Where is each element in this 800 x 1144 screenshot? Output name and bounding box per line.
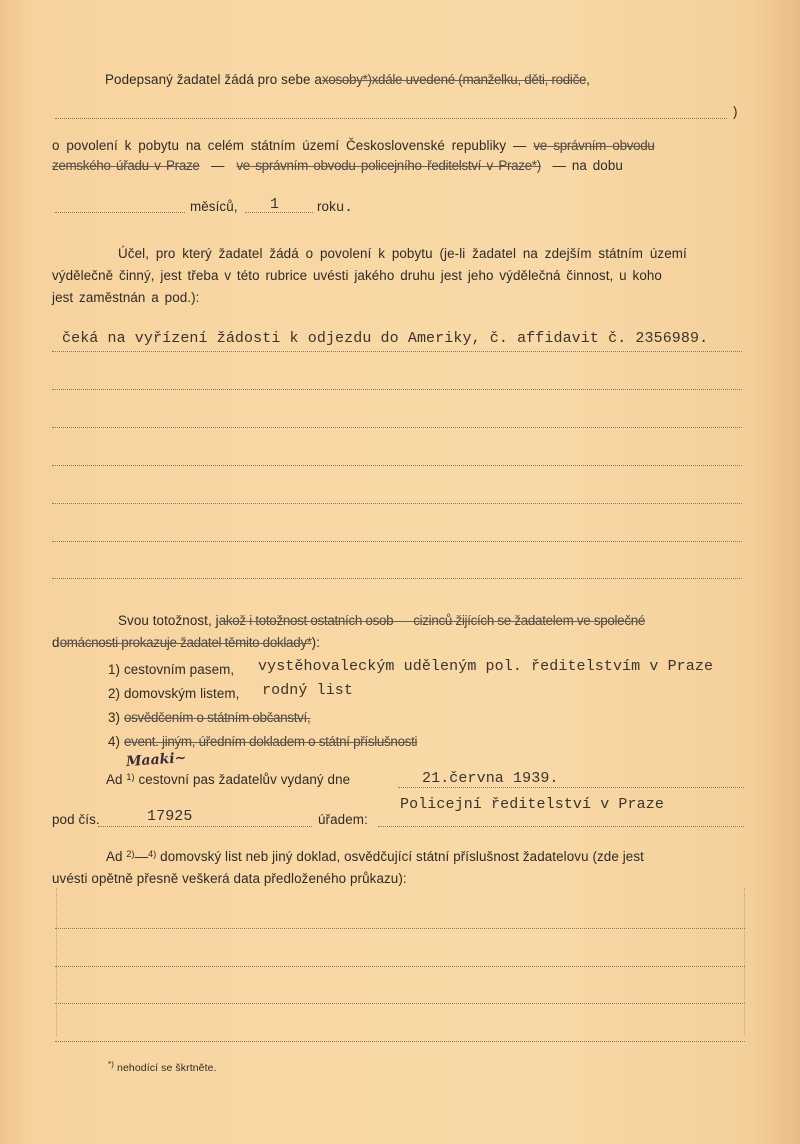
passport-number-value: 17925 xyxy=(147,808,193,825)
doc-item-3 xyxy=(108,710,310,725)
passport-issued-value: 21.června 1939. xyxy=(422,770,559,787)
doc-item-1-num: 1) xyxy=(108,662,121,677)
passport-ad-num: 1) xyxy=(126,772,135,782)
passport-office-blank[interactable] xyxy=(378,826,744,827)
domicile-line-4-blank[interactable] xyxy=(55,1041,745,1042)
purpose-line-4[interactable] xyxy=(52,465,742,466)
doc-item-1-value: vystěhovaleckým uděleným pol. ředitelstvím v Praze xyxy=(258,658,714,675)
footnote-mark: *) xyxy=(108,1060,114,1069)
intro-lead: Podepsaný žadatel žádá pro sebe a xyxy=(105,72,322,87)
permission-struck-a: zemského úřadu v Praze xyxy=(52,158,200,173)
doc-item-2-label: domovským listem, xyxy=(123,686,240,701)
passport-issued-line xyxy=(106,772,350,787)
passport-office-value: Policejní ředitelství v Praze xyxy=(400,796,664,813)
doc-item-2 xyxy=(108,686,239,701)
doc-item-4-num: 4) xyxy=(108,734,121,749)
footnote-text: nehodící se škrtněte. xyxy=(117,1062,217,1074)
domicile-line-1 xyxy=(106,849,644,864)
passport-number-blank[interactable] xyxy=(98,826,312,827)
years-label: rok xyxy=(317,199,336,214)
identity-line2-struck: omácnosti prokazuje žadatel těmito doklady* xyxy=(59,635,312,650)
domicile-line-3-blank[interactable] xyxy=(55,1003,745,1004)
permission-line-1 xyxy=(52,138,655,153)
identity-line-2 xyxy=(52,635,320,650)
purpose-line-3[interactable] xyxy=(52,427,742,428)
intro-line xyxy=(105,72,590,87)
identity-line1-lead: Svou totožnost, j xyxy=(118,613,219,628)
intro-blank-line[interactable] xyxy=(55,118,727,119)
handwritten-signature: Maaki~ xyxy=(125,749,187,771)
months-blank[interactable] xyxy=(55,212,185,213)
doc-item-3-label: osvědčením o státním občanství, xyxy=(123,710,311,725)
doc-item-4 xyxy=(108,734,417,749)
domicile-ad-label: Ad xyxy=(106,849,123,864)
domicile-box-right-edge xyxy=(744,888,745,1036)
identity-line2-tail: ): xyxy=(311,635,321,650)
intro-struck-text: xosoby*)xdále uvedené (manželku, děti, rodiče xyxy=(321,72,587,87)
permission-line2-tail: — na dobu xyxy=(552,158,623,173)
domicile-text-2: uvésti opětně přesně veškerá data předloženého průkazu): xyxy=(52,871,407,886)
months-label: měsíců, xyxy=(190,199,238,214)
purpose-value: čeká na vyřízení žádosti k odjezdu do Ameriky, č. affidavit č. 2356989. xyxy=(62,330,709,347)
intro-close-paren: ) xyxy=(733,104,738,119)
purpose-line-5[interactable] xyxy=(52,503,742,504)
permission-line1-struck: ve správním obvodu xyxy=(533,138,655,153)
purpose-label-2: výdělečně činný, jest třeba v této rubrice uvésti jakého druhu jest jeho výdělečná činnost, u koho xyxy=(52,268,662,283)
years-suffix: u. xyxy=(335,200,353,216)
doc-item-1-label: cestovním pasem, xyxy=(123,662,235,677)
identity-line-1 xyxy=(118,613,645,628)
purpose-label-1: Účel, pro který žadatel žádá o povolení k pobytu (je-li žadatel na zdejším státním území xyxy=(118,246,687,261)
domicile-text-1: domovský list neb jiný doklad, osvědčující státní příslušnost žadatelovu (zde jest xyxy=(160,849,644,864)
doc-item-3-num: 3) xyxy=(108,710,121,725)
identity-line1-struck: akož i totožnost ostatních osob — cizinců žijících se žadatelem ve společné xyxy=(218,613,646,628)
years-value: 1 xyxy=(270,196,280,213)
purpose-line-6[interactable] xyxy=(52,541,742,542)
permission-struck-b: ve správním obvodu policejního ředitelství v Praze*) xyxy=(236,158,541,173)
doc-item-4-label: event. jiným, úředním dokladem o státní příslušnosti xyxy=(123,734,418,749)
domicile-range-b: 4) xyxy=(148,849,157,859)
identity-line2-lead: d xyxy=(52,635,60,650)
passport-office-label: úřadem: xyxy=(318,812,368,827)
doc-item-2-num: 2) xyxy=(108,686,121,701)
footnote xyxy=(108,1060,217,1074)
purpose-line-7[interactable] xyxy=(52,578,742,579)
domicile-box-left-edge xyxy=(56,888,57,1036)
purpose-label-3: jest zaměstnán a pod.): xyxy=(52,290,200,305)
doc-item-2-value: rodný list xyxy=(262,682,354,699)
passport-number-label: pod čís. xyxy=(52,812,100,827)
passport-issued-blank[interactable] xyxy=(398,787,744,788)
permission-line1-text: o povolení k pobytu na celém státním území Československé republiky — xyxy=(52,138,527,153)
purpose-line-1[interactable] xyxy=(52,351,742,352)
years-label-group xyxy=(317,199,353,216)
domicile-line-2-blank[interactable] xyxy=(55,966,745,967)
domicile-range-a: 2) xyxy=(126,849,135,859)
intro-tail: , xyxy=(586,72,590,87)
permission-dash: — xyxy=(211,158,225,173)
domicile-range-dash: — xyxy=(134,849,149,864)
doc-item-1 xyxy=(108,662,234,677)
passport-ad-label: Ad xyxy=(106,772,123,787)
purpose-line-2[interactable] xyxy=(52,389,742,390)
permission-line-2 xyxy=(52,158,623,173)
passport-issued-label: cestovní pas žadatelův vydaný dne xyxy=(138,772,351,787)
domicile-line-1-blank[interactable] xyxy=(55,928,745,929)
